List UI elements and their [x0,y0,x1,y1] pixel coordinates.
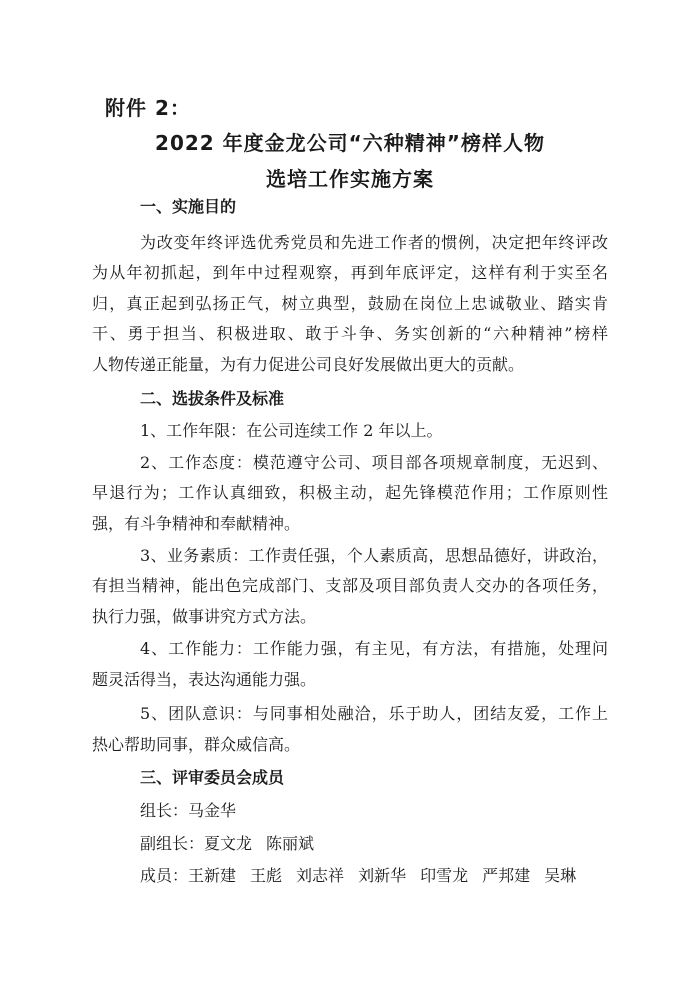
leader-name: 马金华 [188,801,237,820]
section-heading-criteria: 二、选拔条件及标准 [140,389,285,408]
committee-vice-leaders [140,833,608,855]
criteria-item-quality: 3、业务素质：工作责任强，个人素质高，思想品德好，讲政治， [140,546,608,565]
paragraph-line: 早退行为；工作认真细致，积极主动，起先锋模范作用；工作原则性 [92,483,608,502]
criteria-item-teamwork: 5、团队意识：与同事相处融洽，乐于助人，团结友爱，工作上 [140,704,608,723]
paragraph-line: 执行力强，做事讲究方式方法。 [92,607,317,626]
vice-label: 副组长： [140,834,205,853]
paragraph-line: 热心帮助同事，群众威信高。 [92,735,301,754]
section-heading-purpose: 一、实施目的 [140,197,237,216]
paragraph-line: 有担当精神，能出色完成部门、支部及项目部负责人交办的各项任务， [92,576,608,595]
attachment-label: 附件 2： [105,96,191,120]
criteria-item-attitude: 2、工作态度：模范遵守公司、项目部各项规章制度，无迟到、 [140,453,608,472]
member-name: 王新建 [188,866,237,885]
criteria-item-ability: 4、工作能力：工作能力强，有主见，有方法，有措施，处理问 [140,639,608,658]
section-heading-committee: 三、评审委员会成员 [140,768,285,787]
member-name: 刘新华 [358,866,407,885]
document-title-line-2: 选培工作实施方案 [266,167,434,191]
member-name: 王彪 [250,866,283,885]
paragraph-line: 干、勇于担当、积极进取、敢于斗争、务实创新的“六种精神”榜样 [92,324,608,343]
member-name: 严邦建 [482,866,531,885]
paragraph-line: 为改变年终评选优秀党员和先进工作者的惯例，决定把年终评改 [140,233,608,252]
paragraph-line: 题灵活得当，表达沟通能力强。 [92,670,317,689]
vice-name: 陈丽斌 [266,834,315,853]
committee-members [140,865,630,887]
paragraph-line: 归，真正起到弘扬正气，树立典型，鼓励在岗位上忠诚敬业、踏实肯 [92,294,608,313]
paragraph-line: 人物传递正能量，为有力促进公司良好发展做出更大的贡献。 [92,355,525,374]
member-name: 印雪龙 [420,866,469,885]
committee-leader [140,800,608,822]
vice-name: 夏文龙 [204,834,253,853]
member-name: 刘志祥 [296,866,345,885]
criteria-item-years: 1、工作年限：在公司连续工作 2 年以上。 [140,421,443,440]
leader-label: 组长： [140,801,189,820]
member-name: 吴琳 [544,866,577,885]
paragraph-line: 强，有斗争精神和奉献精神。 [92,514,301,533]
members-label: 成员： [140,866,189,885]
paragraph-line: 为从年初抓起，到年中过程观察，再到年底评定，这样有利于实至名 [92,263,608,282]
document-title-line-1: 2022 年度金龙公司“六种精神”榜样人物 [155,131,545,155]
